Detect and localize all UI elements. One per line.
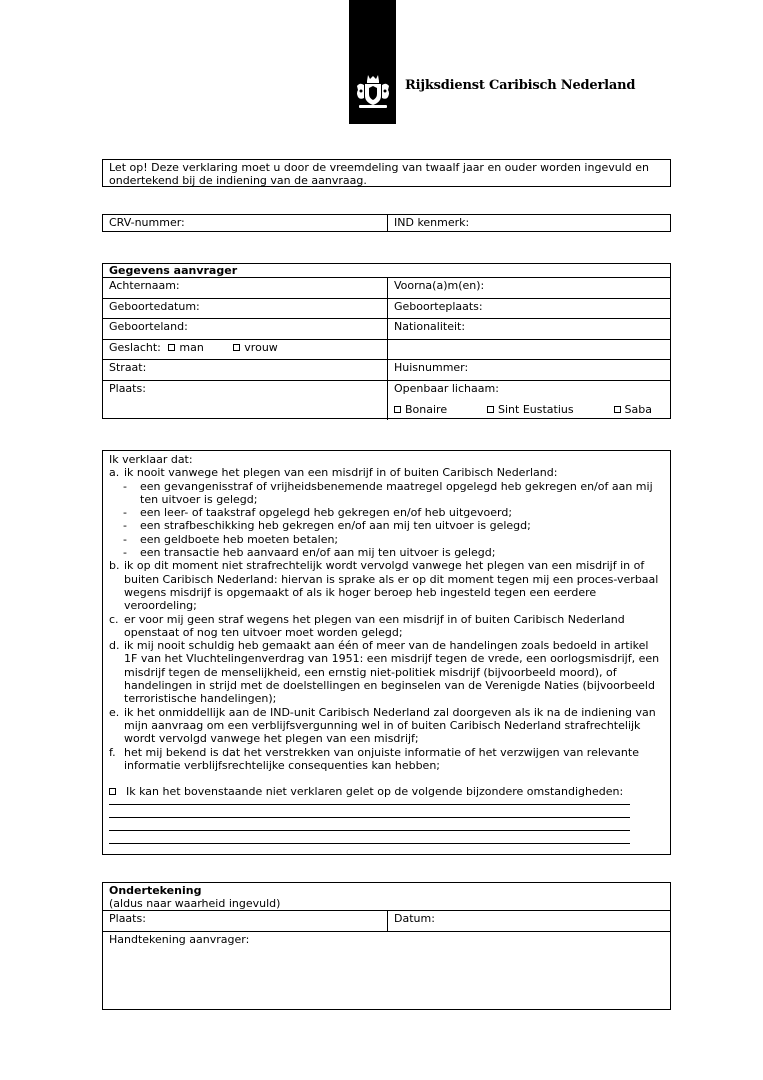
declaration-item-d: d. ik mij nooit schuldig heb gemaakt aan één of meer van de handelingen zoals bedoeld in artikel 1F van het Vluchtelingenverdrag van 1951: een misdrijf tegen de vrede, een oorlogsmisdrijf, een misdrijf tegen de menselijkheid, een ernstig niet-politiek misdrijf (bijvoorbeeld moord), of handelingen in strijd met de doelstellingen en beginselen van de Verenigde Naties (bijvoorbeeld terroristische handelingen); [109, 639, 660, 706]
signature-section [102, 882, 671, 1010]
huisnummer-field[interactable]: Huisnummer: [394, 361, 469, 374]
exception-row [109, 785, 664, 798]
plaats-field[interactable]: Plaats: [103, 381, 388, 420]
achternaam-field[interactable]: Achternaam: [103, 278, 388, 298]
geslacht-label: Geslacht: [109, 341, 161, 354]
write-line[interactable] [109, 805, 630, 818]
signature-header [103, 883, 670, 911]
saba-checkbox[interactable] [614, 406, 621, 413]
dash-item: - een gevangenisstraf of vrijheidsbenemende maatregel opgelegd heb gekregen en/of aan mij ten uitvoer is gelegd; [123, 479, 653, 506]
declaration-intro: Ik verklaar dat: [109, 453, 193, 466]
dash-item: - een strafbeschikking heb gekregen en/of aan mij ten uitvoer is gelegd; [123, 519, 531, 533]
exception-checkbox[interactable] [109, 788, 116, 795]
man-checkbox[interactable] [168, 344, 175, 351]
vrouw-label: vrouw [244, 341, 278, 354]
item-label: a. [109, 466, 120, 480]
write-line[interactable] [109, 831, 630, 844]
org-name: Rijksdienst Caribisch Nederland [405, 78, 636, 93]
geboortedatum-field[interactable]: Geboortedatum: [103, 299, 388, 318]
applicant-section [102, 263, 671, 419]
declaration-item-e: e. ik het onmiddellijk aan de IND-unit Caribisch Nederland zal doorgeven als ik na de indiening van mijn aanvraag om een verblijfsvergunning wel in of buiten Caribisch Nederland strafrechtelijk wordt vervolgd vanwege het plegen van een misdrijf; [109, 705, 656, 746]
sint-eustatius-checkbox[interactable] [487, 406, 494, 413]
saba-label: Saba [624, 403, 652, 416]
vrouw-checkbox[interactable] [233, 344, 240, 351]
dash-item: - een geldboete heb moeten betalen; [123, 532, 339, 546]
straat-field[interactable]: Straat: [103, 360, 388, 380]
voornamen-field[interactable]: Voorna(a)m(en): [394, 279, 485, 292]
row-name [103, 278, 670, 299]
warning-notice: Let op! Deze verklaring moet u door de vreemdeling van twaalf jaar en ouder worden ingevuld en ondertekend bij de indiening van de aanvraag. [102, 159, 671, 187]
handtekening-field[interactable]: Handtekening aanvrager: [109, 933, 250, 946]
man-label: man [179, 341, 204, 354]
bonaire-label: Bonaire [405, 403, 448, 416]
declaration-item-c: c. er voor mij geen straf wegens het plegen van een misdrijf in of buiten Caribisch Nederland openstaat of nog ten uitvoer moet worden gelegd; [109, 612, 625, 639]
row-country [103, 319, 670, 340]
logo-bar [349, 0, 396, 124]
royal-crest-icon [353, 72, 393, 112]
sint-eustatius-label: Sint Eustatius [498, 403, 574, 416]
row-place [103, 381, 670, 420]
sign-plaats-field[interactable]: Plaats: [103, 911, 388, 931]
exception-lines[interactable] [109, 800, 664, 844]
signature-title: Ondertekening [109, 884, 202, 897]
geboorteplaats-field[interactable]: Geboorteplaats: [394, 300, 483, 313]
applicant-title: Gegevens aanvrager [103, 264, 670, 278]
declaration-item-b: b. ik op dit moment niet strafrechtelijk wordt vervolgd vanwege het plegen van een misdrijf in of buiten Caribisch Nederland: hiervan is sprake als er op dit moment tegen mij een proces-verbaal wegens misdrijf is opgemaakt of als ik hoger beroep heb ingesteld tegen een eerdere veroordeling; [109, 559, 659, 613]
signature-subtitle: (aldus naar waarheid ingevuld) [109, 897, 281, 910]
openbaar-lichaam-label: Openbaar lichaam: [394, 382, 499, 395]
datum-field[interactable]: Datum: [394, 912, 435, 925]
geboorteland-field[interactable]: Geboorteland: [103, 319, 388, 339]
geslacht-field [103, 340, 388, 359]
bonaire-checkbox[interactable] [394, 406, 401, 413]
write-line[interactable] [109, 818, 630, 831]
exception-label: Ik kan het bovenstaande niet verklaren gelet op de volgende bijzondere omstandigheden: [126, 785, 624, 799]
row-birth [103, 299, 670, 319]
dash-item: - een transactie heb aanvaard en/of aan mij ten uitvoer is gelegd; [123, 546, 496, 560]
dash-item: - een leer- of taakstraf opgelegd heb gekregen en/of heb uitgevoerd; [123, 506, 513, 520]
ind-reference-field[interactable]: IND kenmerk: [394, 216, 470, 229]
openbaar-lichaam-field [388, 381, 670, 420]
declaration-item-a [109, 466, 664, 479]
row-street [103, 360, 670, 381]
item-text: ik nooit vanwege het plegen van een misdrijf in of buiten Caribisch Nederland: [124, 466, 558, 480]
declaration-section [102, 450, 671, 855]
empty-cell [388, 340, 670, 359]
nationaliteit-field[interactable]: Nationaliteit: [394, 320, 466, 333]
row-sign-place [103, 911, 670, 932]
id-row [102, 214, 671, 232]
row-gender [103, 340, 670, 360]
crv-number-field[interactable]: CRV-nummer: [103, 215, 388, 231]
declaration-item-f: f. het mij bekend is dat het verstrekken van onjuiste informatie of het verzwijgen van relevante informatie verblijfsrechtelijke consequenties kan hebben; [109, 745, 639, 772]
